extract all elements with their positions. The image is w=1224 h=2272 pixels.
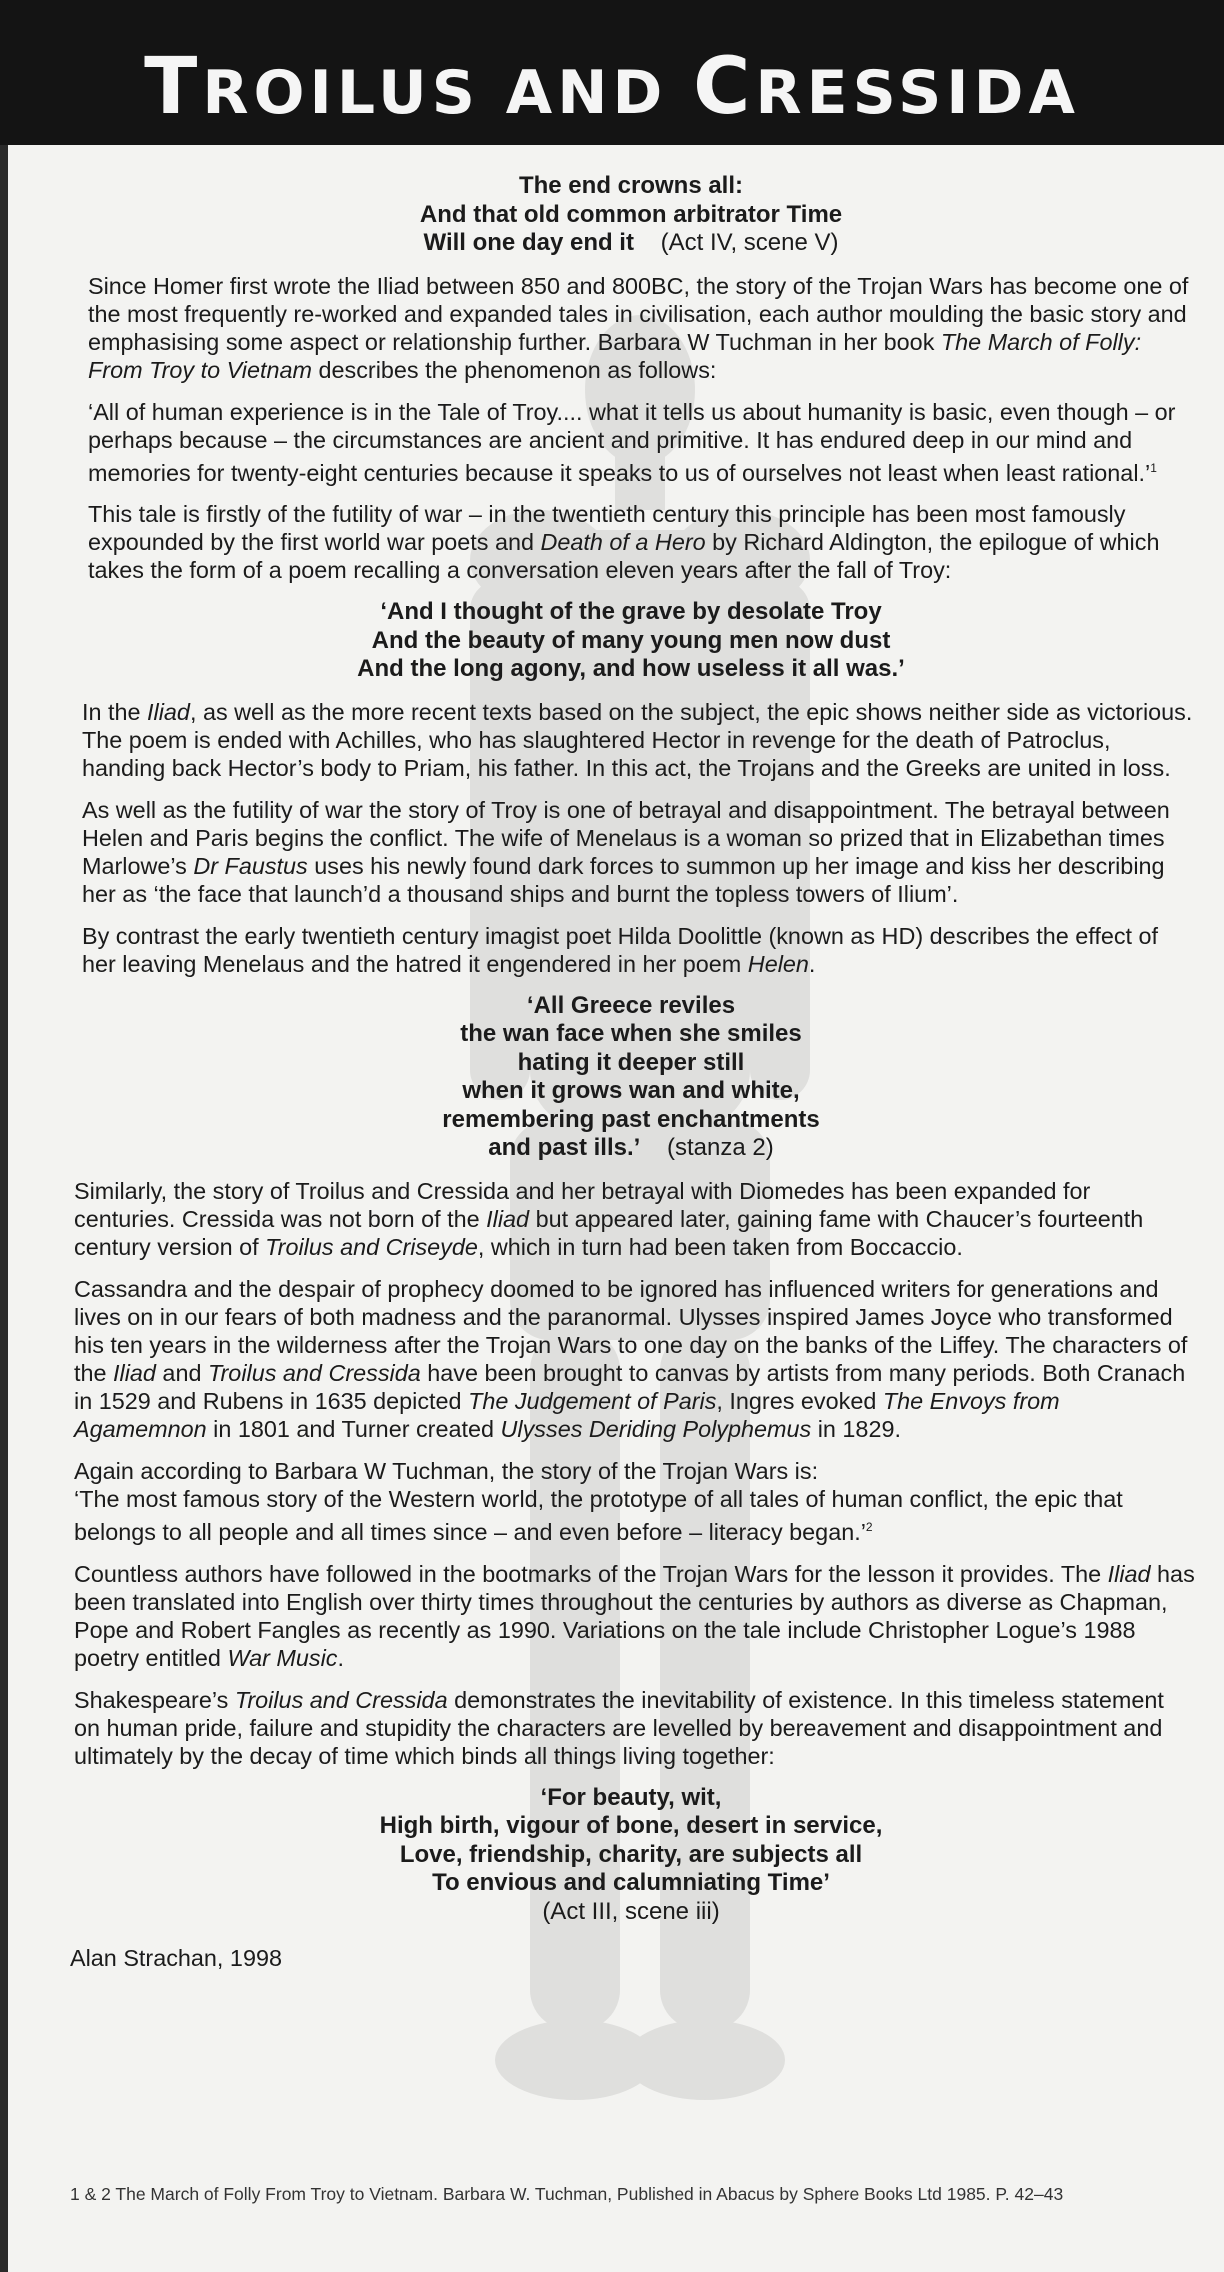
title-word: AND <box>505 58 694 128</box>
paragraph-iliad <box>82 698 1196 782</box>
verse-reference: (stanza 2) <box>667 1134 774 1162</box>
text: Countless authors have followed in the bootmarks of the Trojan Wars for the lesson it provides. The <box>74 1560 1108 1587</box>
book-title: Troilus and Criseyde <box>265 1233 478 1260</box>
verse-text: and past ills.’ <box>488 1134 641 1162</box>
verse-line: the wan face when she smiles <box>460 1020 802 1048</box>
paragraph-shakespeare <box>74 1686 1196 1770</box>
paragraph-authors <box>74 1560 1196 1672</box>
paragraph-quote-tuchman <box>88 398 1196 487</box>
book-title: Troilus and Cressida <box>234 1686 448 1713</box>
book-title: Iliad <box>147 698 190 725</box>
title-initial: T <box>144 42 203 132</box>
book-title: War Music <box>227 1644 338 1671</box>
text: in 1801 and Turner created <box>206 1415 501 1442</box>
text: have been brought to canvas by artists from many periods. Both Cranach in 1529 and Rubens in 1635 depicted <box>74 1359 1186 1414</box>
text: Cassandra and the despair of prophecy doomed to be ignored has influenced writers for generations and lives on in our fears of both madness and the paranormal. Ulysses inspired James Joyce who transformed his ten years in the wilderness after the Trojan Wars to one day on the banks of the Liffey. The characters of the <box>74 1275 1188 1386</box>
book-title: Iliad <box>113 1359 156 1386</box>
verse-line: And the beauty of many young men now dust <box>371 626 891 654</box>
book-title: Helen <box>747 950 809 977</box>
text: Again according to Barbara W Tuchman, the story of the Trojan Wars is: <box>74 1457 819 1484</box>
text: , Ingres evoked <box>716 1387 883 1414</box>
text: , as well as the more recent texts based on the subject, the epic shows neither side as victorious. The poem is ended with Achilles, who has slaughtered Hector in revenge for the death of Patroclus, handing back Hector’s body to Priam, his father. In this act, the Trojans and the Greeks are united in loss. <box>82 698 1193 781</box>
text: Shakespeare’s <box>74 1686 235 1713</box>
text: has been translated into English over thirty times throughout the centuries by authors as diverse as Chapman, Pope and Robert Fangles as recently as 1990. Variations on the tale include Christopher Logue’s 1988 poetry entitled <box>74 1560 1195 1671</box>
verse-line: And the long agony, and how useless it all was.’ <box>357 655 905 683</box>
book-title: Iliad <box>1107 1560 1151 1587</box>
paragraph-futility <box>88 500 1196 584</box>
title-word: RESSIDA <box>755 58 1080 128</box>
epigraph <box>66 172 1196 258</box>
paragraph-tuchman-again <box>74 1457 1196 1546</box>
verse-reference: (Act III, scene iii) <box>542 1897 720 1925</box>
artwork-title: The Envoys from Agamemnon <box>74 1387 1060 1442</box>
book-title: Troilus and Cressida <box>207 1359 421 1386</box>
text: This tale is firstly of the futility of war – in the twentieth century this principle has been most famously expounded by the first world war poets and <box>88 501 1126 556</box>
verse-line: ‘And I thought of the grave by desolate Troy <box>380 598 882 626</box>
text: and <box>155 1359 208 1386</box>
epigraph-reference: (Act IV, scene V) <box>660 229 839 256</box>
footnote-marker: 2 <box>865 1519 873 1534</box>
text: describes the phenomenon as follows: <box>312 356 717 383</box>
text: but appeared later, gaining fame with Chaucer’s fourteenth century version of <box>74 1205 1144 1260</box>
artwork-title: Ulysses Deriding Polyphemus <box>500 1415 812 1442</box>
text: in 1829. <box>811 1415 901 1442</box>
epigraph-line: The end crowns all: <box>518 172 744 199</box>
artwork-title: The Judgement of Paris <box>468 1387 717 1414</box>
text: Similarly, the story of Troilus and Cressida and her betrayal with Diomedes has been expanded for centuries. Cressida was not born of the <box>74 1177 1091 1232</box>
text: , which in turn had been taken from Boccaccio. <box>477 1233 963 1260</box>
footnote: 1 & 2 The March of Folly From Troy to Vietnam. Barbara W. Tuchman, Published in Abacus by Sphere Books Ltd 1985. P. 42–43 <box>70 2184 1064 2204</box>
footnote-marker: 1 <box>1150 460 1157 475</box>
verse-line: To envious and calumniating Time’ <box>432 1869 830 1897</box>
text: by Richard Aldington, the epilogue of which takes the form of a poem recalling a conversation eleven years after the fall of Troy: <box>88 529 1160 584</box>
verse-line: ‘All Greece reviles <box>526 991 736 1019</box>
verse-line <box>66 1134 1196 1163</box>
article-body <box>66 172 1196 1972</box>
paragraph-betrayal <box>82 796 1196 908</box>
epigraph-line: And that old common arbitrator Time <box>419 200 843 228</box>
author-credit: Alan Strachan, 1998 <box>70 1945 282 1972</box>
book-title: Dr Faustus <box>193 852 308 879</box>
paragraph-cassandra <box>74 1275 1196 1443</box>
page-edge <box>0 145 8 2272</box>
quote: ‘The most famous story of the Western world, the prototype of all tales of human conflict, the epic that belongs to all people and all times since – and even before – literacy began.’ <box>74 1485 1123 1545</box>
verse-line: High birth, vigour of bone, desert in service, <box>379 1812 883 1840</box>
verse-line: when it grows wan and white, <box>462 1077 800 1105</box>
paragraph-doolittle <box>82 922 1196 978</box>
text: demonstrates the inevitability of existence. In this timeless statement on human pride, failure and stupidity the characters are levelled by bereavement and disappointment and ultimately by the decay of time which binds all things living together: <box>74 1686 1164 1769</box>
book-title: Iliad <box>486 1205 530 1232</box>
text: As well as the futility of war the story of Troy is one of betrayal and disappointment. The betrayal between Helen and Paris begins the conflict. The wife of Menelaus is a woman so prized that in Elizabethan times Marlowe’s <box>82 796 1170 879</box>
verse-line: hating it deeper still <box>517 1048 745 1076</box>
paragraph-troilus <box>74 1177 1196 1261</box>
title-initial: C <box>693 42 756 132</box>
title-word: ROILUS <box>202 58 506 128</box>
verse-aldington <box>66 598 1196 684</box>
verse-helen <box>66 992 1196 1163</box>
verse-line: Love, friendship, charity, are subjects all <box>399 1840 863 1868</box>
paragraph-homer <box>88 272 1196 384</box>
text: . <box>337 1644 344 1671</box>
text: uses his newly found dark forces to summon up her image and kiss her describing her as ‘the face that launch’d a thousand ships and burnt the topless towers of Ilium’. <box>82 852 1165 907</box>
text: ‘All of human experience is in the Tale of Troy.... what it tells us about humanity is basic, even though – or perhaps because – the circumstances are ancient and primitive. It has endured deep in our mind and memories for twenty-eight centuries because it speaks to us of ourselves not least when least rational.’ <box>88 398 1176 486</box>
epigraph-text: Will one day end it <box>423 229 634 256</box>
verse-line: remembering past enchantments <box>442 1105 820 1133</box>
book-title: Death of a Hero <box>540 529 706 556</box>
text: By contrast the early twentieth century imagist poet Hilda Doolittle (known as HD) describes the effect of her leaving Menelaus and the hatred it engendered in her poem <box>82 922 1159 977</box>
verse-shakespeare <box>66 1784 1196 1927</box>
text: In the <box>82 698 148 725</box>
epigraph-line <box>66 229 1196 258</box>
text: Since Homer first wrote the Iliad between 850 and 800BC, the story of the Trojan Wars has become one of the most frequently re-worked and expanded tales in civilisation, each author moulding the basic story and emphasising some aspect or relationship further. Barbara W Tuchman in her book <box>88 272 1189 355</box>
book-title: The March of Folly: From Troy to Vietnam <box>88 328 1142 383</box>
text: . <box>808 950 816 977</box>
verse-line: ‘For beauty, wit, <box>540 1783 722 1811</box>
page-title <box>0 42 1224 132</box>
